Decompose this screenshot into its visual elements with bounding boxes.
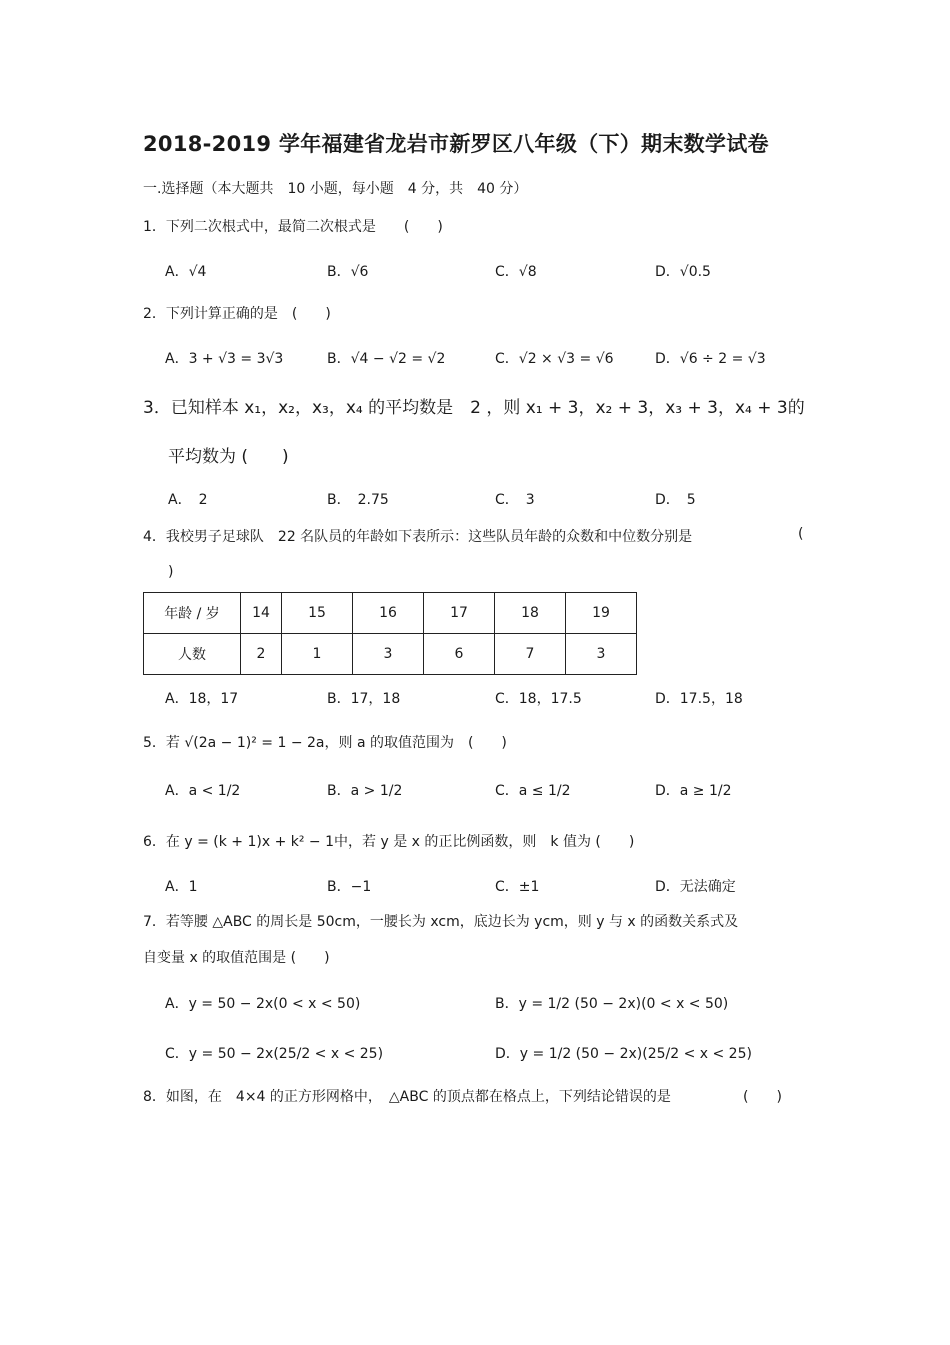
question-4-paren-close: ) bbox=[168, 564, 174, 580]
question-4-option-c: C．18，17.5 bbox=[495, 691, 582, 707]
question-2-option-a: A．3 + √3 = 3√3 bbox=[165, 351, 284, 367]
question-7-option-a: A．y = 50 − 2x(0 < x < 50) bbox=[165, 996, 361, 1012]
question-5-option-a: A．a < 1/2 bbox=[165, 783, 241, 799]
question-3-stem-line1: 3．已知样本 x₁，x₂，x₃，x₄ 的平均数是 2 ，则 x₁ + 3，x₂ + 3，x₃ + 3，x₄ + 3的 bbox=[143, 398, 805, 418]
question-3-option-a: A． 2 bbox=[168, 492, 208, 508]
table-cell: 14 bbox=[241, 593, 282, 634]
question-4-option-d: D．17.5，18 bbox=[655, 691, 743, 707]
question-1-option-b: B．√6 bbox=[327, 264, 369, 280]
question-4-option-a: A．18，17 bbox=[165, 691, 239, 707]
table-cell: 17 bbox=[424, 593, 495, 634]
question-1-option-a: A．√4 bbox=[165, 264, 207, 280]
table-row bbox=[144, 593, 637, 634]
question-1-option-d: D．√0.5 bbox=[655, 264, 711, 280]
question-7-stem-line1: 7．若等腰 △ABC 的周长是 50cm，一腰长为 xcm，底边长为 ycm，则 y 与 x 的函数关系式及 bbox=[143, 914, 739, 930]
question-2-option-d: D．√6 ÷ 2 = √3 bbox=[655, 351, 766, 367]
question-2-stem: 2．下列计算正确的是 ( ) bbox=[143, 306, 331, 322]
table-cell: 18 bbox=[495, 593, 566, 634]
question-6-option-b: B．−1 bbox=[327, 879, 372, 895]
question-6-option-c: C．±1 bbox=[495, 879, 540, 895]
question-3-option-b: B． 2.75 bbox=[327, 492, 389, 508]
question-4-option-b: B．17，18 bbox=[327, 691, 401, 707]
table-cell: 2 bbox=[241, 634, 282, 675]
table-row bbox=[144, 634, 637, 675]
question-7-option-c: C．y = 50 − 2x(25/2 < x < 25) bbox=[165, 1046, 384, 1062]
question-2-option-c: C．√2 × √3 = √6 bbox=[495, 351, 614, 367]
question-7-option-d: D．y = 1/2 (50 − 2x)(25/2 < x < 25) bbox=[495, 1046, 752, 1062]
question-3-stem-line2: 平均数为 ( ) bbox=[168, 447, 289, 467]
question-3-option-c: C． 3 bbox=[495, 492, 535, 508]
table-header-count: 人数 bbox=[144, 634, 241, 675]
question-1-stem: 1．下列二次根式中，最简二次根式是 ( ) bbox=[143, 219, 443, 235]
section-heading: 一.选择题（本大题共 10 小题，每小题 4 分，共 40 分） bbox=[143, 181, 528, 197]
question-5-option-d: D．a ≥ 1/2 bbox=[655, 783, 732, 799]
question-8-paren: ( ) bbox=[743, 1089, 782, 1105]
age-table bbox=[143, 592, 637, 675]
question-2-option-b: B．√4 − √2 = √2 bbox=[327, 351, 446, 367]
question-5-option-b: B．a > 1/2 bbox=[327, 783, 403, 799]
table-cell: 7 bbox=[495, 634, 566, 675]
table-header-age: 年龄 / 岁 bbox=[144, 593, 241, 634]
table-cell: 16 bbox=[353, 593, 424, 634]
question-7-option-b: B．y = 1/2 (50 − 2x)(0 < x < 50) bbox=[495, 996, 729, 1012]
question-5-stem: 5．若 √(2a − 1)² = 1 − 2a，则 a 的取值范围为 ( ) bbox=[143, 735, 507, 751]
table-cell: 1 bbox=[282, 634, 353, 675]
question-6-option-a: A．1 bbox=[165, 879, 198, 895]
question-3-option-d: D． 5 bbox=[655, 492, 696, 508]
question-8-stem: 8．如图，在 4×4 的正方形网格中， △ABC 的顶点都在格点上，下列结论错误的是 bbox=[143, 1089, 671, 1105]
question-7-stem-line2: 自变量 x 的取值范围是 ( ) bbox=[143, 950, 330, 966]
question-4-paren-open: ( bbox=[798, 526, 804, 542]
table-cell: 3 bbox=[353, 634, 424, 675]
table-cell: 3 bbox=[566, 634, 637, 675]
question-1-option-c: C．√8 bbox=[495, 264, 537, 280]
question-6-option-d: D．无法确定 bbox=[655, 879, 736, 895]
table-cell: 6 bbox=[424, 634, 495, 675]
question-4-stem: 4．我校男子足球队 22 名队员的年龄如下表所示：这些队员年龄的众数和中位数分别是 bbox=[143, 529, 693, 545]
page-title: 2018-2019 学年福建省龙岩市新罗区八年级（下）期末数学试卷 bbox=[143, 132, 769, 156]
question-6-stem: 6．在 y = (k + 1)x + k² − 1中，若 y 是 x 的正比例函数，则 k 值为 ( ) bbox=[143, 834, 635, 850]
table-cell: 19 bbox=[566, 593, 637, 634]
table-cell: 15 bbox=[282, 593, 353, 634]
question-5-option-c: C．a ≤ 1/2 bbox=[495, 783, 571, 799]
